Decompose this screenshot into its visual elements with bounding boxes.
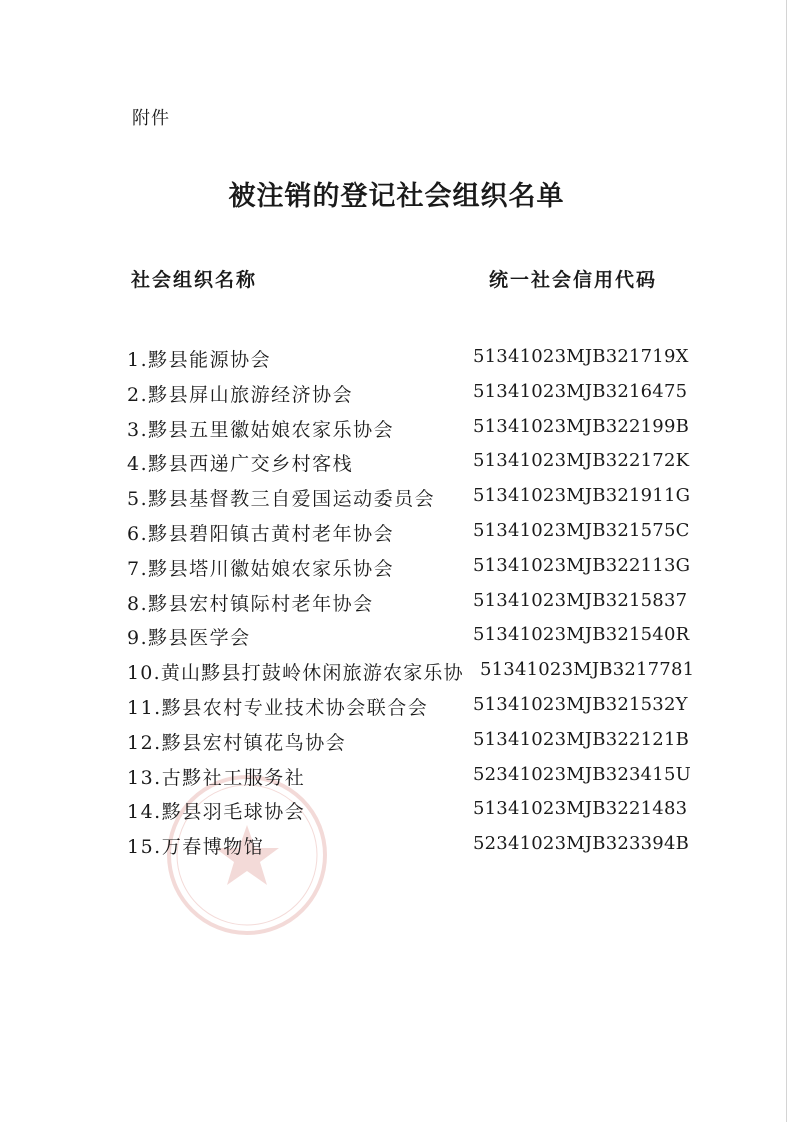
organization-name: 10.黄山黟县打鼓岭休闲旅游农家乐协 [127,662,464,685]
credit-code: 51341023MJB321719X [473,346,689,367]
credit-code: 51341023MJB322172K [473,450,690,472]
column-header-name: 社会组织名称 [131,269,258,291]
list-item [0,484,793,519]
organization-name: 7.黟县塔川徽姑娘农家乐协会 [127,557,395,580]
list-item [0,519,793,554]
credit-code: 51341023MJB321540R [473,624,690,646]
list-item [0,415,793,450]
organization-name: 11.黟县农村专业技术协会联合会 [127,696,429,719]
organization-name: 8.黟县宏村镇际村老年协会 [127,592,374,615]
credit-code: 51341023MJB321575C [473,519,690,541]
list-item [0,832,793,867]
organization-name: 5.黟县基督教三自爱国运动委员会 [127,488,436,511]
credit-code: 51341023MJB3221483 [473,798,688,820]
list-item [0,728,793,763]
credit-code: 51341023MJB321911G [473,485,691,507]
credit-code: 51341023MJB3216475 [473,380,688,402]
list-item [0,693,793,728]
column-header-code: 统一社会信用代码 [489,269,658,291]
credit-code: 51341023MJB322121B [473,728,690,750]
credit-code: 51341023MJB322113G [473,554,691,576]
list-item [0,797,793,832]
organization-list [0,345,793,867]
credit-code: 51341023MJB321532Y [473,693,688,715]
list-item [0,554,793,589]
list-item [0,589,793,624]
list-item [0,763,793,798]
credit-code: 52341023MJB323394B [473,833,690,855]
organization-name: 4.黟县西递广交乡村客栈 [127,453,354,476]
attachment-label: 附件 [132,108,170,129]
credit-code: 52341023MJB323415U [473,763,691,785]
organization-name: 14.黟县羽毛球协会 [127,801,306,824]
list-item [0,345,793,380]
organization-name: 15.万春博物馆 [127,836,265,859]
list-item [0,380,793,415]
list-item [0,623,793,658]
organization-name: 12.黟县宏村镇花鸟协会 [127,731,347,754]
list-item [0,658,793,693]
list-item [0,449,793,484]
organization-name: 6.黟县碧阳镇古黄村老年协会 [127,522,395,545]
organization-name: 3.黟县五里徽姑娘农家乐协会 [127,418,395,441]
credit-code: 51341023MJB3217781 [480,659,695,681]
credit-code: 51341023MJB3215837 [473,589,688,611]
organization-name: 9.黟县医学会 [127,627,251,650]
organization-name: 2.黟县屏山旅游经济协会 [127,383,354,406]
page-title: 被注销的登记社会组织名单 [228,181,565,212]
credit-code: 51341023MJB322199B [473,415,690,437]
organization-name: 13.古黟社工服务社 [127,766,306,789]
organization-name: 1.黟县能源协会 [127,349,272,371]
